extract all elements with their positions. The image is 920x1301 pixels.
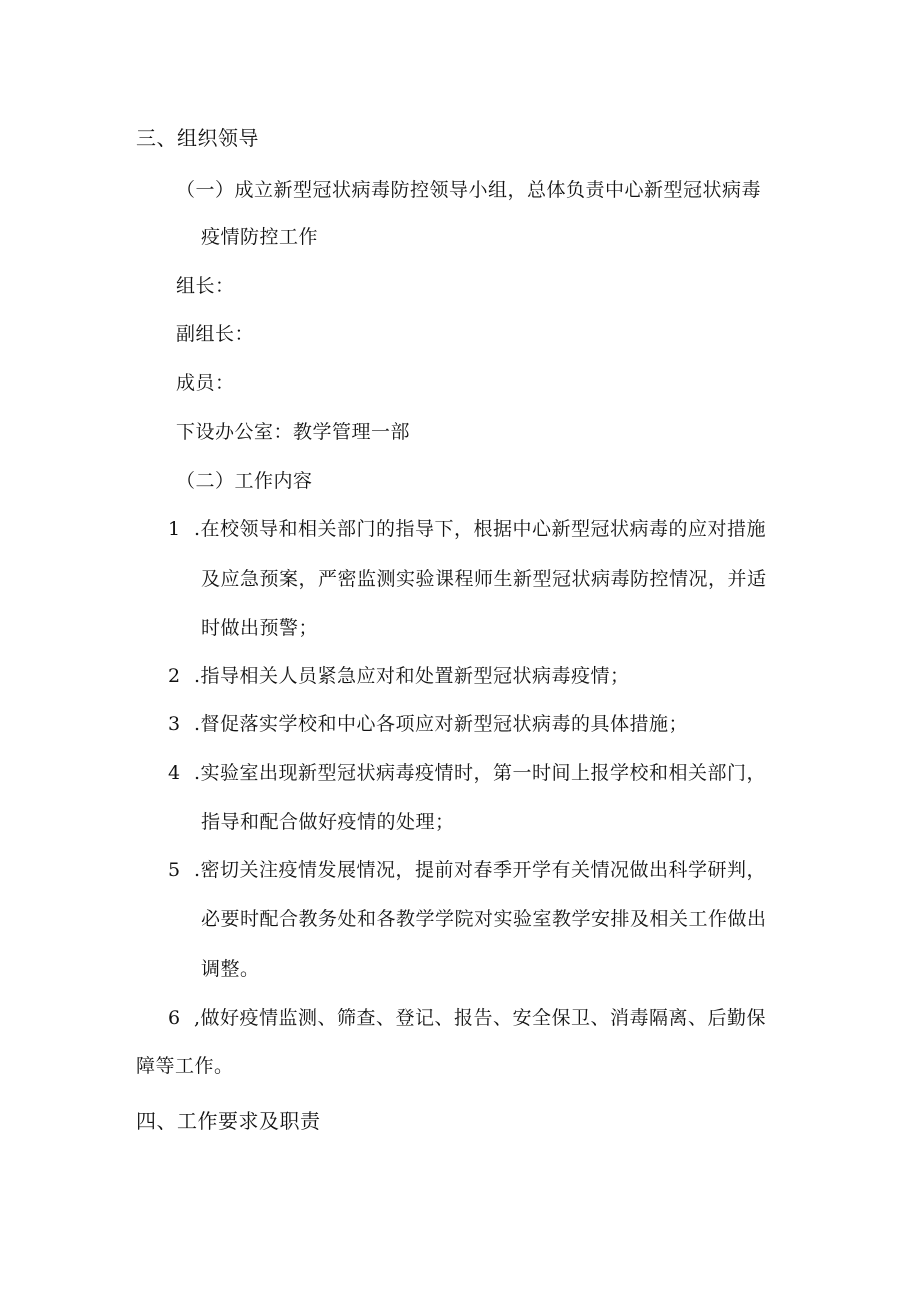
item-number: 5 [168, 859, 181, 881]
item-4-line-2: 指导和配合做好疫情的处理； [201, 811, 455, 833]
item-number: 2 [168, 665, 181, 687]
item-5-line-1 [168, 858, 766, 882]
subsection-1-line-1: （一）成立新型冠状病毒防控领导小组，总体负责中心新型冠状病毒 [176, 179, 762, 201]
item-text: .指导相关人员紧急应对和处置新型冠状病毒疫情； [194, 665, 630, 687]
item-text: ,做好疫情监测、筛查、登记、报告、安全保卫、消毒隔离、后勤保 [194, 1007, 767, 1029]
section-3-heading: 三、组织领导 [136, 126, 259, 150]
item-6-line-2: 障等工作。 [136, 1055, 234, 1077]
item-5-line-3: 调整。 [201, 958, 260, 980]
subsection-2-heading: （二）工作内容 [176, 470, 313, 492]
item-2-line-1 [168, 664, 630, 688]
deputy-leader-label: 副组长： [176, 323, 255, 345]
item-number: 1 [168, 518, 181, 540]
members-label: 成员： [176, 372, 235, 394]
item-6-line-1 [168, 1006, 766, 1030]
item-1-line-2: 及应急预案，严密监测实验课程师生新型冠状病毒防控情况，并适 [201, 568, 767, 590]
item-5-line-2: 必要时配合教务处和各教学学院对实验室教学安排及相关工作做出 [201, 908, 767, 930]
item-number: 6 [168, 1007, 181, 1029]
item-3-line-1 [168, 712, 688, 736]
item-text: .在校领导和相关部门的指导下，根据中心新型冠状病毒的应对措施 [194, 518, 767, 540]
office-line: 下设办公室：教学管理一部 [176, 421, 411, 443]
item-4-line-1 [168, 761, 766, 785]
item-1-line-3: 时做出预警； [201, 617, 319, 639]
leader-label: 组长： [176, 275, 235, 297]
item-1-line-1 [168, 517, 766, 541]
section-4-heading: 四、工作要求及职责 [136, 1109, 321, 1133]
item-text: .督促落实学校和中心各项应对新型冠状病毒的具体措施； [194, 713, 689, 735]
item-text: .实验室出现新型冠状病毒疫情时，第一时间上报学校和相关部门， [194, 762, 767, 784]
item-number: 4 [168, 762, 181, 784]
item-number: 3 [168, 713, 181, 735]
subsection-1-line-2: 疫情防控工作 [201, 226, 319, 248]
item-text: .密切关注疫情发展情况，提前对春季开学有关情况做出科学研判， [194, 859, 767, 881]
